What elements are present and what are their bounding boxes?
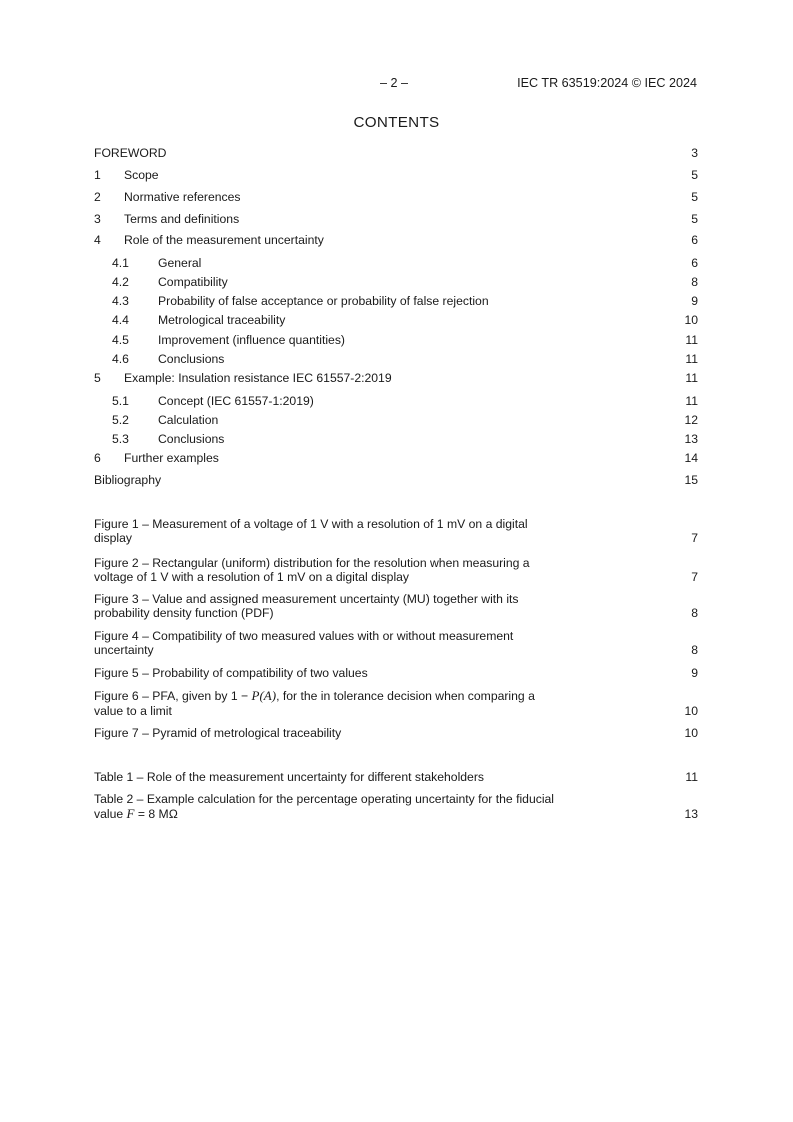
toc-entry-4-2[interactable]: 4.2 Compatibility 8	[112, 275, 698, 289]
toc-entry-4-5[interactable]: 4.5 Improvement (influence quantities) 11	[112, 333, 698, 347]
figure-entry-2[interactable]: Figure 2 – Rectangular (uniform) distribution for the resolution when measuring a voltage of 1 V with a resolution of 1 mV on a digital display 7	[94, 556, 698, 584]
toc-entry-4-6[interactable]: 4.6 Conclusions 11	[112, 352, 698, 366]
contents-heading: CONTENTS	[353, 114, 440, 131]
toc-entry-5-2[interactable]: 5.2 Calculation 12	[112, 413, 698, 427]
toc-entry-5-1[interactable]: 5.1 Concept (IEC 61557-1:2019) 11	[112, 394, 698, 408]
toc-entry-6[interactable]: 6 Further examples 14	[94, 451, 698, 465]
table-entry-1[interactable]: Table 1 – Role of the measurement uncertainty for different stakeholders 11	[94, 770, 698, 784]
toc-entry-3[interactable]: 3 Terms and definitions 5	[94, 212, 698, 226]
figure-entry-7[interactable]: Figure 7 – Pyramid of metrological traceability 10	[94, 726, 698, 740]
figure-entry-6[interactable]: Figure 6 – PFA, given by 1 − P(A), for the in tolerance decision when comparing a value to a limit 10	[94, 688, 698, 718]
toc-entry-foreword[interactable]: FOREWORD 3	[94, 146, 698, 160]
toc-entry-4-3[interactable]: 4.3 Probability of false acceptance or probability of false rejection 9	[112, 294, 698, 308]
figure-entry-5[interactable]: Figure 5 – Probability of compatibility of two values 9	[94, 666, 698, 680]
toc-entry-4[interactable]: 4 Role of the measurement uncertainty 6	[94, 233, 698, 247]
toc-entry-4-1[interactable]: 4.1 General 6	[112, 256, 698, 270]
toc-entry-1[interactable]: 1 Scope 5	[94, 168, 698, 182]
document-reference: IEC TR 63519:2024 © IEC 2024	[517, 76, 697, 90]
toc-entry-5-3[interactable]: 5.3 Conclusions 13	[112, 432, 698, 446]
figure-entry-3[interactable]: Figure 3 – Value and assigned measurement uncertainty (MU) together with its probability density function (PDF) 8	[94, 592, 698, 620]
page-number: – 2 –	[380, 76, 409, 90]
figure-entry-4[interactable]: Figure 4 – Compatibility of two measured values with or without measurement uncertainty 8	[94, 629, 698, 657]
math-f: F	[126, 806, 135, 821]
table-entry-2[interactable]: Table 2 – Example calculation for the percentage operating uncertainty for the fiducial value F = 8 MΩ 13	[94, 792, 698, 821]
toc-entry-4-4[interactable]: 4.4 Metrological traceability 10	[112, 313, 698, 327]
toc-entry-bibliography[interactable]: Bibliography 15	[94, 473, 698, 487]
toc-entry-2[interactable]: 2 Normative references 5	[94, 190, 698, 204]
figure-entry-1[interactable]: Figure 1 – Measurement of a voltage of 1 V with a resolution of 1 mV on a digital display 7	[94, 517, 698, 545]
toc-entry-5[interactable]: 5 Example: Insulation resistance IEC 61557-2:2019 11	[94, 371, 698, 385]
math-p-of-a: P(A)	[251, 688, 277, 703]
